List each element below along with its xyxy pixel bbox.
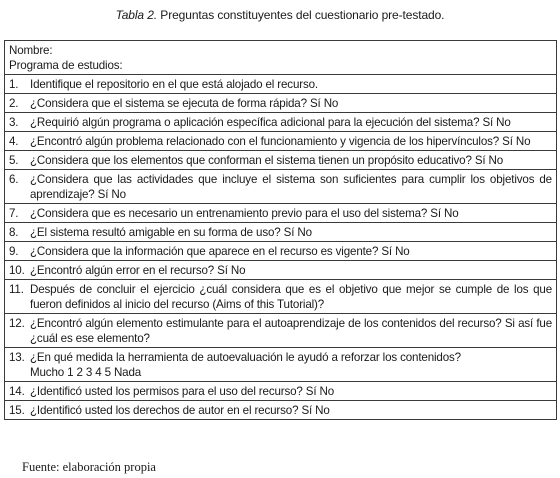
question-text: ¿Encontró algún problema relacionado con el funcionamiento y vigencia de los hipervínculos? Sí No <box>30 135 531 148</box>
question-text: ¿Considera que la información que aparece en el recurso es vigente? Sí No <box>30 245 410 258</box>
table-row <box>5 314 557 348</box>
scale-text: Mucho 1 2 3 4 5 Nada <box>30 366 142 379</box>
table-row <box>5 75 557 94</box>
question-number: 7. <box>9 207 19 220</box>
question-text: ¿Requirió algún programa o aplicación específica adicional para la ejecución del sistema? Sí No <box>30 116 511 129</box>
header-cell <box>5 41 557 75</box>
table-row <box>5 348 557 382</box>
name-label: Nombre: <box>9 44 53 57</box>
table-row <box>5 223 557 242</box>
question-text: ¿Considera que los elementos que conforman el sistema tienen un propósito educativo? Sí No <box>30 154 504 167</box>
question-text: ¿Considera que es necesario un entrenamiento previo para el uso del sistema? Sí No <box>30 207 459 220</box>
question-number: 15. <box>9 404 25 417</box>
caption-label: Tabla 2. <box>115 8 158 22</box>
question-text: ¿El sistema resultó amigable en su forma de uso? Sí No <box>30 226 312 239</box>
question-text: ¿Considera que el sistema se ejecuta de forma rápida? Sí No <box>30 97 339 110</box>
question-number: 10. <box>9 264 25 277</box>
program-label: Programa de estudios: <box>9 59 123 72</box>
question-number: 14. <box>9 385 25 398</box>
source-note: Fuente: elaboración propia <box>22 460 156 474</box>
question-text: Identifique el repositorio en el que está alojado el recurso. <box>30 78 318 91</box>
table-caption <box>0 7 560 23</box>
table-row <box>5 280 557 314</box>
question-text: ¿Considera que las actividades que incluye el sistema son suficientes para cumplir los objetivos de aprendizaje? Sí No <box>30 173 552 201</box>
question-number: 2. <box>9 97 19 110</box>
question-number: 13. <box>9 351 25 364</box>
question-number: 8. <box>9 226 19 239</box>
questionnaire-table <box>4 40 557 420</box>
question-number: 9. <box>9 245 19 258</box>
table-row <box>5 261 557 280</box>
question-text: ¿Identificó usted los permisos para el uso del recurso? Sí No <box>30 385 335 398</box>
table-row <box>5 132 557 151</box>
table-row <box>5 170 557 204</box>
question-number: 3. <box>9 116 19 129</box>
question-text: Después de concluir el ejercicio ¿cuál considera que es el objetivo que mejor se cumple de los que fueron definidos al inicio del recurso (Aims of this Tutorial)? <box>30 283 552 311</box>
question-number: 1. <box>9 78 19 91</box>
table-row <box>5 242 557 261</box>
table-row <box>5 401 557 420</box>
question-number: 11. <box>9 283 24 296</box>
question-text: ¿Encontró algún elemento estimulante para el autoaprendizaje de los contenidos del recurso? Si así fue ¿cuál es ese elemento? <box>30 317 552 345</box>
question-text: ¿En qué medida la herramienta de autoevaluación le ayudó a reforzar los contenidos? <box>30 351 461 364</box>
table-row <box>5 204 557 223</box>
question-text: ¿Identificó usted los derechos de autor en el recurso? Sí No <box>30 404 330 417</box>
table-row <box>5 113 557 132</box>
question-text: ¿Encontró algún error en el recurso? Sí No <box>30 264 246 277</box>
question-number: 4. <box>9 135 19 148</box>
question-number: 5. <box>9 154 19 167</box>
header-row <box>5 41 557 75</box>
question-number: 6. <box>9 173 19 186</box>
caption-text: Preguntas constituyentes del cuestionario pre-testado. <box>157 8 445 22</box>
table-row <box>5 382 557 401</box>
question-number: 12. <box>9 317 25 330</box>
table-row <box>5 94 557 113</box>
table-row <box>5 151 557 170</box>
